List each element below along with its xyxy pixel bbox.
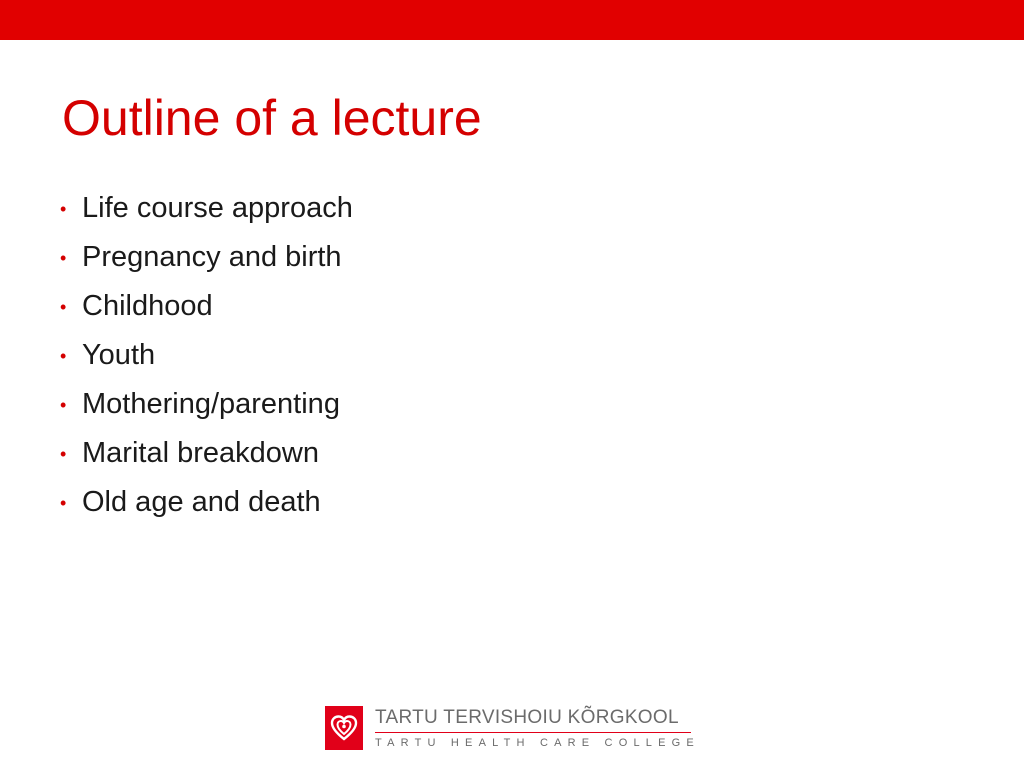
bullet-text: Mothering/parenting [82,388,340,420]
bullet-icon: • [60,345,67,366]
bullet-icon: • [60,247,67,268]
bullet-icon: • [60,198,67,219]
heart-logo-icon [325,706,363,750]
bullet-item [60,233,353,282]
institution-subtitle: TARTU HEALTH CARE COLLEGE [375,737,700,749]
bullet-text: Life course approach [82,192,353,224]
bullet-text: Pregnancy and birth [82,241,342,273]
bullet-item [60,380,353,429]
bullet-item [60,331,353,380]
logo-divider [375,732,691,733]
slide-title: Outline of a lecture [62,90,482,146]
bullet-text: Youth [82,339,156,371]
bullet-icon: • [60,492,67,513]
logo-text-block [375,706,700,751]
bullet-list [60,184,353,527]
heart-logo-graphic [329,713,359,743]
bullet-text: Old age and death [82,486,321,518]
bullet-text: Childhood [82,290,213,322]
bullet-text: Marital breakdown [82,437,319,469]
bullet-item [60,429,353,478]
bullet-item [60,184,353,233]
institution-name: TARTU TERVISHOIU KÕRGKOOL [375,707,679,728]
bullet-item [60,478,353,527]
bullet-icon: • [60,443,67,464]
bullet-item [60,282,353,331]
bullet-icon: • [60,394,67,415]
college-logo [325,706,700,752]
top-accent-bar [0,0,1024,40]
bullet-icon: • [60,296,67,317]
